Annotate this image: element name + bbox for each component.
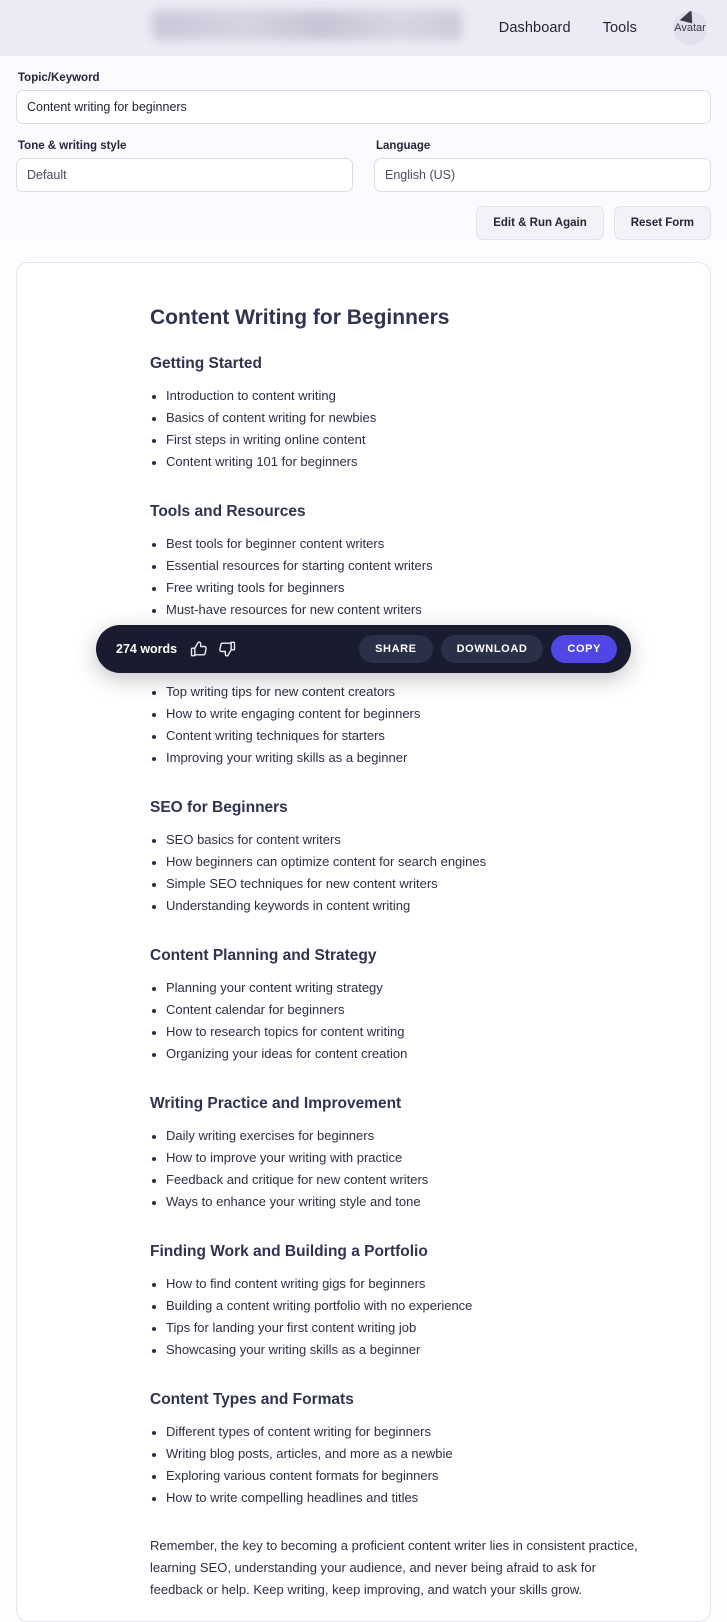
list-item: • Ways to enhance your writing style and tone	[166, 1191, 652, 1213]
form-row-tone-language	[16, 134, 711, 192]
list-item: • Essential resources for starting content writers	[166, 555, 652, 577]
list-item: • Content calendar for beginners	[166, 999, 652, 1021]
list-item: • Tips for landing your first content writing job	[166, 1317, 652, 1339]
reset-form-button[interactable]: Reset Form	[614, 206, 711, 240]
section-list	[150, 1421, 652, 1509]
page-scrollbar[interactable]	[721, 0, 727, 1600]
generated-document	[17, 305, 710, 1601]
list-item: • Introduction to content writing	[166, 385, 652, 407]
generator-form	[0, 56, 727, 240]
section-list	[150, 533, 652, 621]
language-field-group	[374, 134, 711, 192]
list-item: • Top writing tips for new content creators	[166, 681, 652, 703]
list-item: • Daily writing exercises for beginners	[166, 1125, 652, 1147]
tone-label: Tone & writing style	[18, 140, 127, 152]
list-item: • Improving your writing skills as a beginner	[166, 747, 652, 769]
edit-and-run-again-button[interactable]: Edit & Run Again	[476, 206, 603, 240]
section-heading: SEO for Beginners	[150, 799, 288, 817]
form-actions	[16, 206, 711, 240]
result-card	[16, 262, 711, 1622]
tone-field-group	[16, 134, 353, 192]
topic-input[interactable]: Content writing for beginners	[16, 90, 711, 124]
list-item: • Building a content writing portfolio with no experience	[166, 1295, 652, 1317]
nav-links-group	[499, 11, 711, 45]
list-item: • How beginners can optimize content for search engines	[166, 851, 652, 873]
list-item: • Content writing techniques for starters	[166, 725, 652, 747]
section-heading: Getting Started	[150, 355, 262, 373]
list-item: • Simple SEO techniques for new content writers	[166, 873, 652, 895]
avatar-label: Avatar	[674, 22, 706, 34]
list-item: • Must-have resources for new content writers	[166, 599, 652, 621]
list-item: • First steps in writing online content	[166, 429, 652, 451]
list-item: • SEO basics for content writers	[166, 829, 652, 851]
section-heading: Writing Practice and Improvement	[150, 1095, 402, 1113]
section-heading: Content Types and Formats	[150, 1391, 354, 1409]
word-count-label: 274 words	[116, 642, 178, 656]
list-item: • How to write engaging content for beginners	[166, 703, 652, 725]
download-button[interactable]: DOWNLOAD	[441, 635, 544, 663]
list-item: • Free writing tools for beginners	[166, 577, 652, 599]
list-item: • Feedback and critique for new content writers	[166, 1169, 652, 1191]
section-list	[150, 829, 652, 917]
list-item: • Planning your content writing strategy	[166, 977, 652, 999]
list-item: • Best tools for beginner content writers	[166, 533, 652, 555]
list-item: • Different types of content writing for beginners	[166, 1421, 652, 1443]
thumbs-down-icon[interactable]	[217, 639, 237, 659]
top-navigation-bar	[0, 0, 727, 56]
list-item: • Writing blog posts, articles, and more as a newbie	[166, 1443, 652, 1465]
list-item: • Showcasing your writing skills as a beginner	[166, 1339, 652, 1361]
list-item: • Content writing 101 for beginners	[166, 451, 652, 473]
document-title: Content Writing for Beginners	[150, 306, 450, 329]
closing-paragraph: Remember, the key to becoming a proficient content writer lies in consistent practice, learning SEO, understanding your audience, and never being afraid to ask for feedback or help. Keep writing, keep improving, and watch your skills grow.	[150, 1538, 638, 1598]
thumbs-up-icon[interactable]	[189, 639, 209, 659]
list-item: • Basics of content writing for newbies	[166, 407, 652, 429]
section-heading: Tools and Resources	[150, 503, 306, 521]
copy-button[interactable]: COPY	[551, 635, 617, 663]
list-item: • Exploring various content formats for beginners	[166, 1465, 652, 1487]
section-list	[150, 681, 652, 769]
list-item: • How to research topics for content writing	[166, 1021, 652, 1043]
nav-link-tools[interactable]: Tools	[602, 20, 637, 36]
section-list	[150, 385, 652, 473]
avatar[interactable]	[673, 11, 707, 45]
language-select[interactable]: English (US)	[374, 158, 711, 192]
tone-input[interactable]: Default	[16, 158, 353, 192]
list-item: • How to write compelling headlines and titles	[166, 1487, 652, 1509]
language-label: Language	[376, 140, 431, 152]
floating-action-bar	[96, 625, 631, 673]
section-heading: Finding Work and Building a Portfolio	[150, 1243, 428, 1261]
topic-label: Topic/Keyword	[18, 72, 100, 84]
list-item: • How to find content writing gigs for beginners	[166, 1273, 652, 1295]
list-item: • How to improve your writing with practice	[166, 1147, 652, 1169]
nav-link-dashboard[interactable]: Dashboard	[498, 20, 571, 36]
brand-logo-blurred	[152, 10, 462, 40]
action-bar-buttons	[359, 635, 617, 663]
section-heading: Content Planning and Strategy	[150, 947, 377, 965]
list-item: • Understanding keywords in content writing	[166, 895, 652, 917]
section-list	[150, 977, 652, 1065]
list-item: • Organizing your ideas for content creation	[166, 1043, 652, 1065]
share-button[interactable]: SHARE	[359, 635, 433, 663]
section-list	[150, 1125, 652, 1213]
section-list	[150, 1273, 652, 1361]
